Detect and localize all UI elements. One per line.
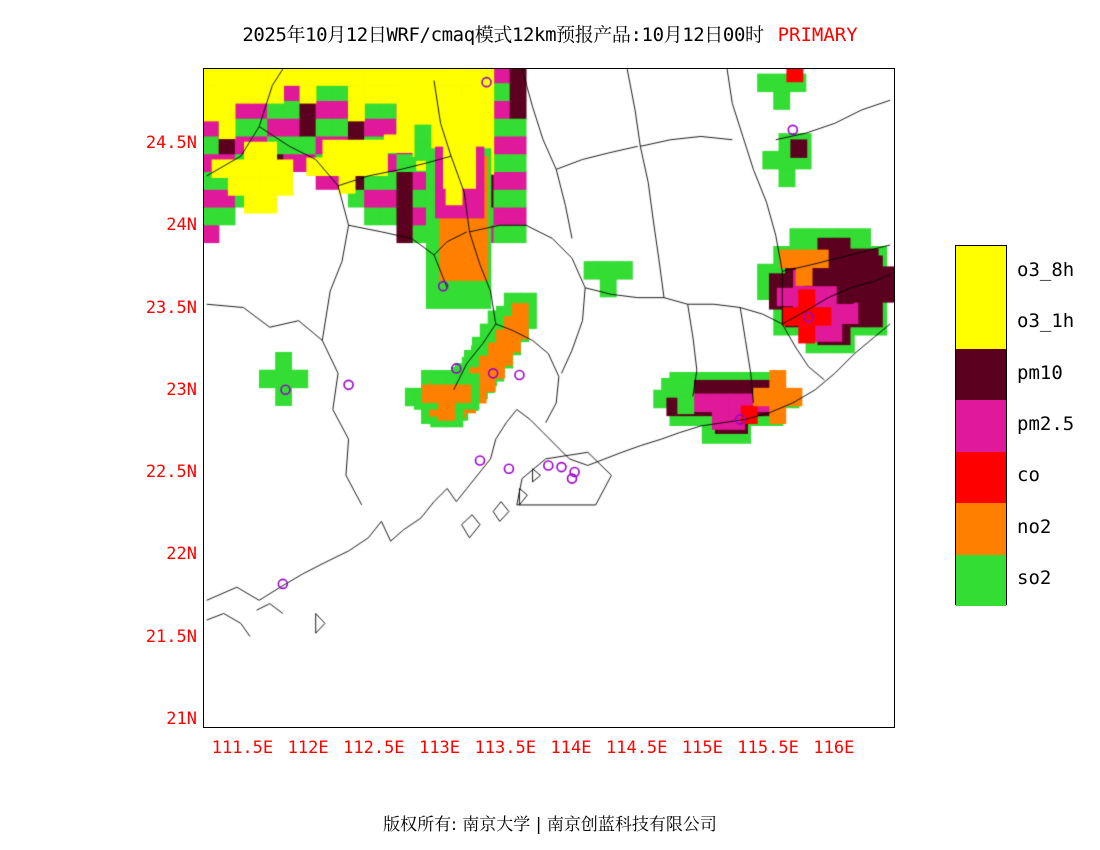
legend-label-co: co xyxy=(1017,464,1040,487)
y-axis-tick-label: 24.5N xyxy=(145,133,197,154)
chart-title-main: 2025年10月12日WRF/cmaq模式12km预报产品:10月12日00时 xyxy=(242,24,764,46)
legend-swatch-so2[interactable] xyxy=(956,555,1006,606)
legend-label-o3_1h: o3_1h xyxy=(1017,310,1075,333)
x-axis-tick-label: 115.5E xyxy=(737,738,799,758)
legend-swatch-o3_1h[interactable] xyxy=(956,297,1006,348)
legend-label-pm2-5: pm2.5 xyxy=(1017,413,1075,435)
x-axis-tick-label: 114.5E xyxy=(605,738,668,758)
legend-swatch-pm2-5[interactable] xyxy=(956,400,1006,451)
x-axis-tick-label: 112E xyxy=(287,738,329,758)
y-axis-tick-label: 23.5N xyxy=(145,297,197,318)
x-axis-tick-label: 111.5E xyxy=(211,738,274,758)
legend-swatch-co[interactable] xyxy=(956,452,1006,503)
legend-label-no2: no2 xyxy=(1017,515,1052,538)
y-axis-tick-label: 21N xyxy=(166,708,197,729)
x-axis-tick-label: 115E xyxy=(681,738,723,758)
y-axis-tick-label: 24N xyxy=(166,215,197,236)
y-axis-tick-label: 21.5N xyxy=(145,626,197,647)
legend-swatch-o3_8h[interactable] xyxy=(956,246,1006,297)
y-axis-tick-label: 22N xyxy=(166,544,197,565)
x-axis-tick-label: 113E xyxy=(419,738,461,758)
x-axis-tick-label: 112.5E xyxy=(343,738,405,758)
map-plot-area[interactable] xyxy=(203,68,895,728)
y-axis-tick-label: 23N xyxy=(166,379,197,400)
chart-title-suffix: PRIMARY xyxy=(777,24,858,46)
legend-label-o3_8h: o3_8h xyxy=(1017,258,1075,281)
map-boundaries-layer xyxy=(204,69,894,727)
legend-swatch-no2[interactable] xyxy=(956,503,1006,554)
legend-color-bar[interactable] xyxy=(955,245,1007,605)
y-axis-tick-label: 22.5N xyxy=(145,462,197,483)
x-axis-tick-label: 113.5E xyxy=(474,738,536,758)
x-axis-tick-label: 114E xyxy=(550,738,592,758)
legend-swatch-pm10[interactable] xyxy=(956,349,1006,400)
x-axis-tick-label: 116E xyxy=(813,738,855,758)
legend-label-so2: so2 xyxy=(1017,567,1052,590)
chart-title xyxy=(0,20,1100,47)
legend-label-pm10: pm10 xyxy=(1017,361,1063,384)
copyright-footer: 版权所有: 南京大学 | 南京创蓝科技有限公司 xyxy=(383,815,717,835)
